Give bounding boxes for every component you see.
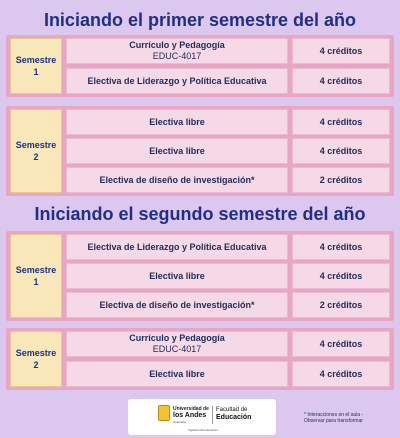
course-credits: 4 créditos <box>292 234 390 260</box>
semester-label: Semestre 1 <box>10 38 62 94</box>
course-credits: 4 créditos <box>292 68 390 94</box>
course-code: EDUC-4017 <box>152 51 202 61</box>
course-name: Electiva de Liderazgo y Política Educativa <box>87 75 267 86</box>
course-name: Electiva libre <box>149 368 205 379</box>
course-credits: 2 créditos <box>292 292 390 318</box>
semester-label: Semestre 1 <box>10 234 62 318</box>
course-curriculo-pedagogia <box>66 331 288 357</box>
course-electiva-libre <box>66 109 288 135</box>
course-name: Electiva de diseño de investigación* <box>99 299 255 310</box>
course-electiva-diseno-investigacion <box>66 292 288 318</box>
logo-small-text: Vigilada Mineducación <box>188 428 218 432</box>
university-line-1: Universidad de <box>173 406 209 412</box>
course-name: Electiva de diseño de investigación* <box>99 174 255 185</box>
course-credits: 2 créditos <box>292 167 390 193</box>
course-electiva-liderazgo <box>66 68 288 94</box>
course-name: Currículo y Pedagogía <box>129 333 225 343</box>
page-title-first-semester: Iniciando el primer semestre del año <box>43 10 357 30</box>
semester-label: Semestre 2 <box>10 331 62 387</box>
course-code: EDUC-4017 <box>152 344 202 354</box>
course-name: Electiva de Liderazgo y Política Educativa <box>87 241 267 252</box>
course-electiva-diseno-investigacion <box>66 167 288 193</box>
semester-block-track1-2 <box>6 106 394 196</box>
university-logo <box>128 399 276 435</box>
faculty-line-2: Educación <box>216 414 252 421</box>
course-credits: 4 créditos <box>292 138 390 164</box>
university-seal-icon <box>158 405 170 421</box>
page-title-second-semester: Iniciando el segundo semestre del año <box>34 204 366 224</box>
course-credits: 4 créditos <box>292 38 390 64</box>
footnote: * Interacciones en el aula - Observar para transformar <box>304 412 364 424</box>
semester-label: Semestre 2 <box>10 109 62 193</box>
semester-block-track1-1 <box>6 35 394 97</box>
logo-divider <box>212 406 213 424</box>
faculty-line-1: Facultad de <box>216 407 248 413</box>
course-credits: 4 créditos <box>292 361 390 387</box>
course-name: Electiva libre <box>149 270 205 281</box>
course-name: Electiva libre <box>149 116 205 127</box>
course-electiva-libre <box>66 138 288 164</box>
semester-block-track2-1 <box>6 231 394 321</box>
university-line-3: Colombia <box>173 420 186 424</box>
course-credits: 4 créditos <box>292 109 390 135</box>
course-credits: 4 créditos <box>292 263 390 289</box>
semester-block-track2-2 <box>6 328 394 390</box>
course-electiva-libre <box>66 361 288 387</box>
course-electiva-libre <box>66 263 288 289</box>
course-electiva-liderazgo <box>66 234 288 260</box>
university-line-2: los Andes <box>173 412 207 419</box>
course-name: Electiva libre <box>149 145 205 156</box>
course-curriculo-pedagogia <box>66 38 288 64</box>
course-name: Currículo y Pedagogía <box>129 40 225 50</box>
course-credits: 4 créditos <box>292 331 390 357</box>
